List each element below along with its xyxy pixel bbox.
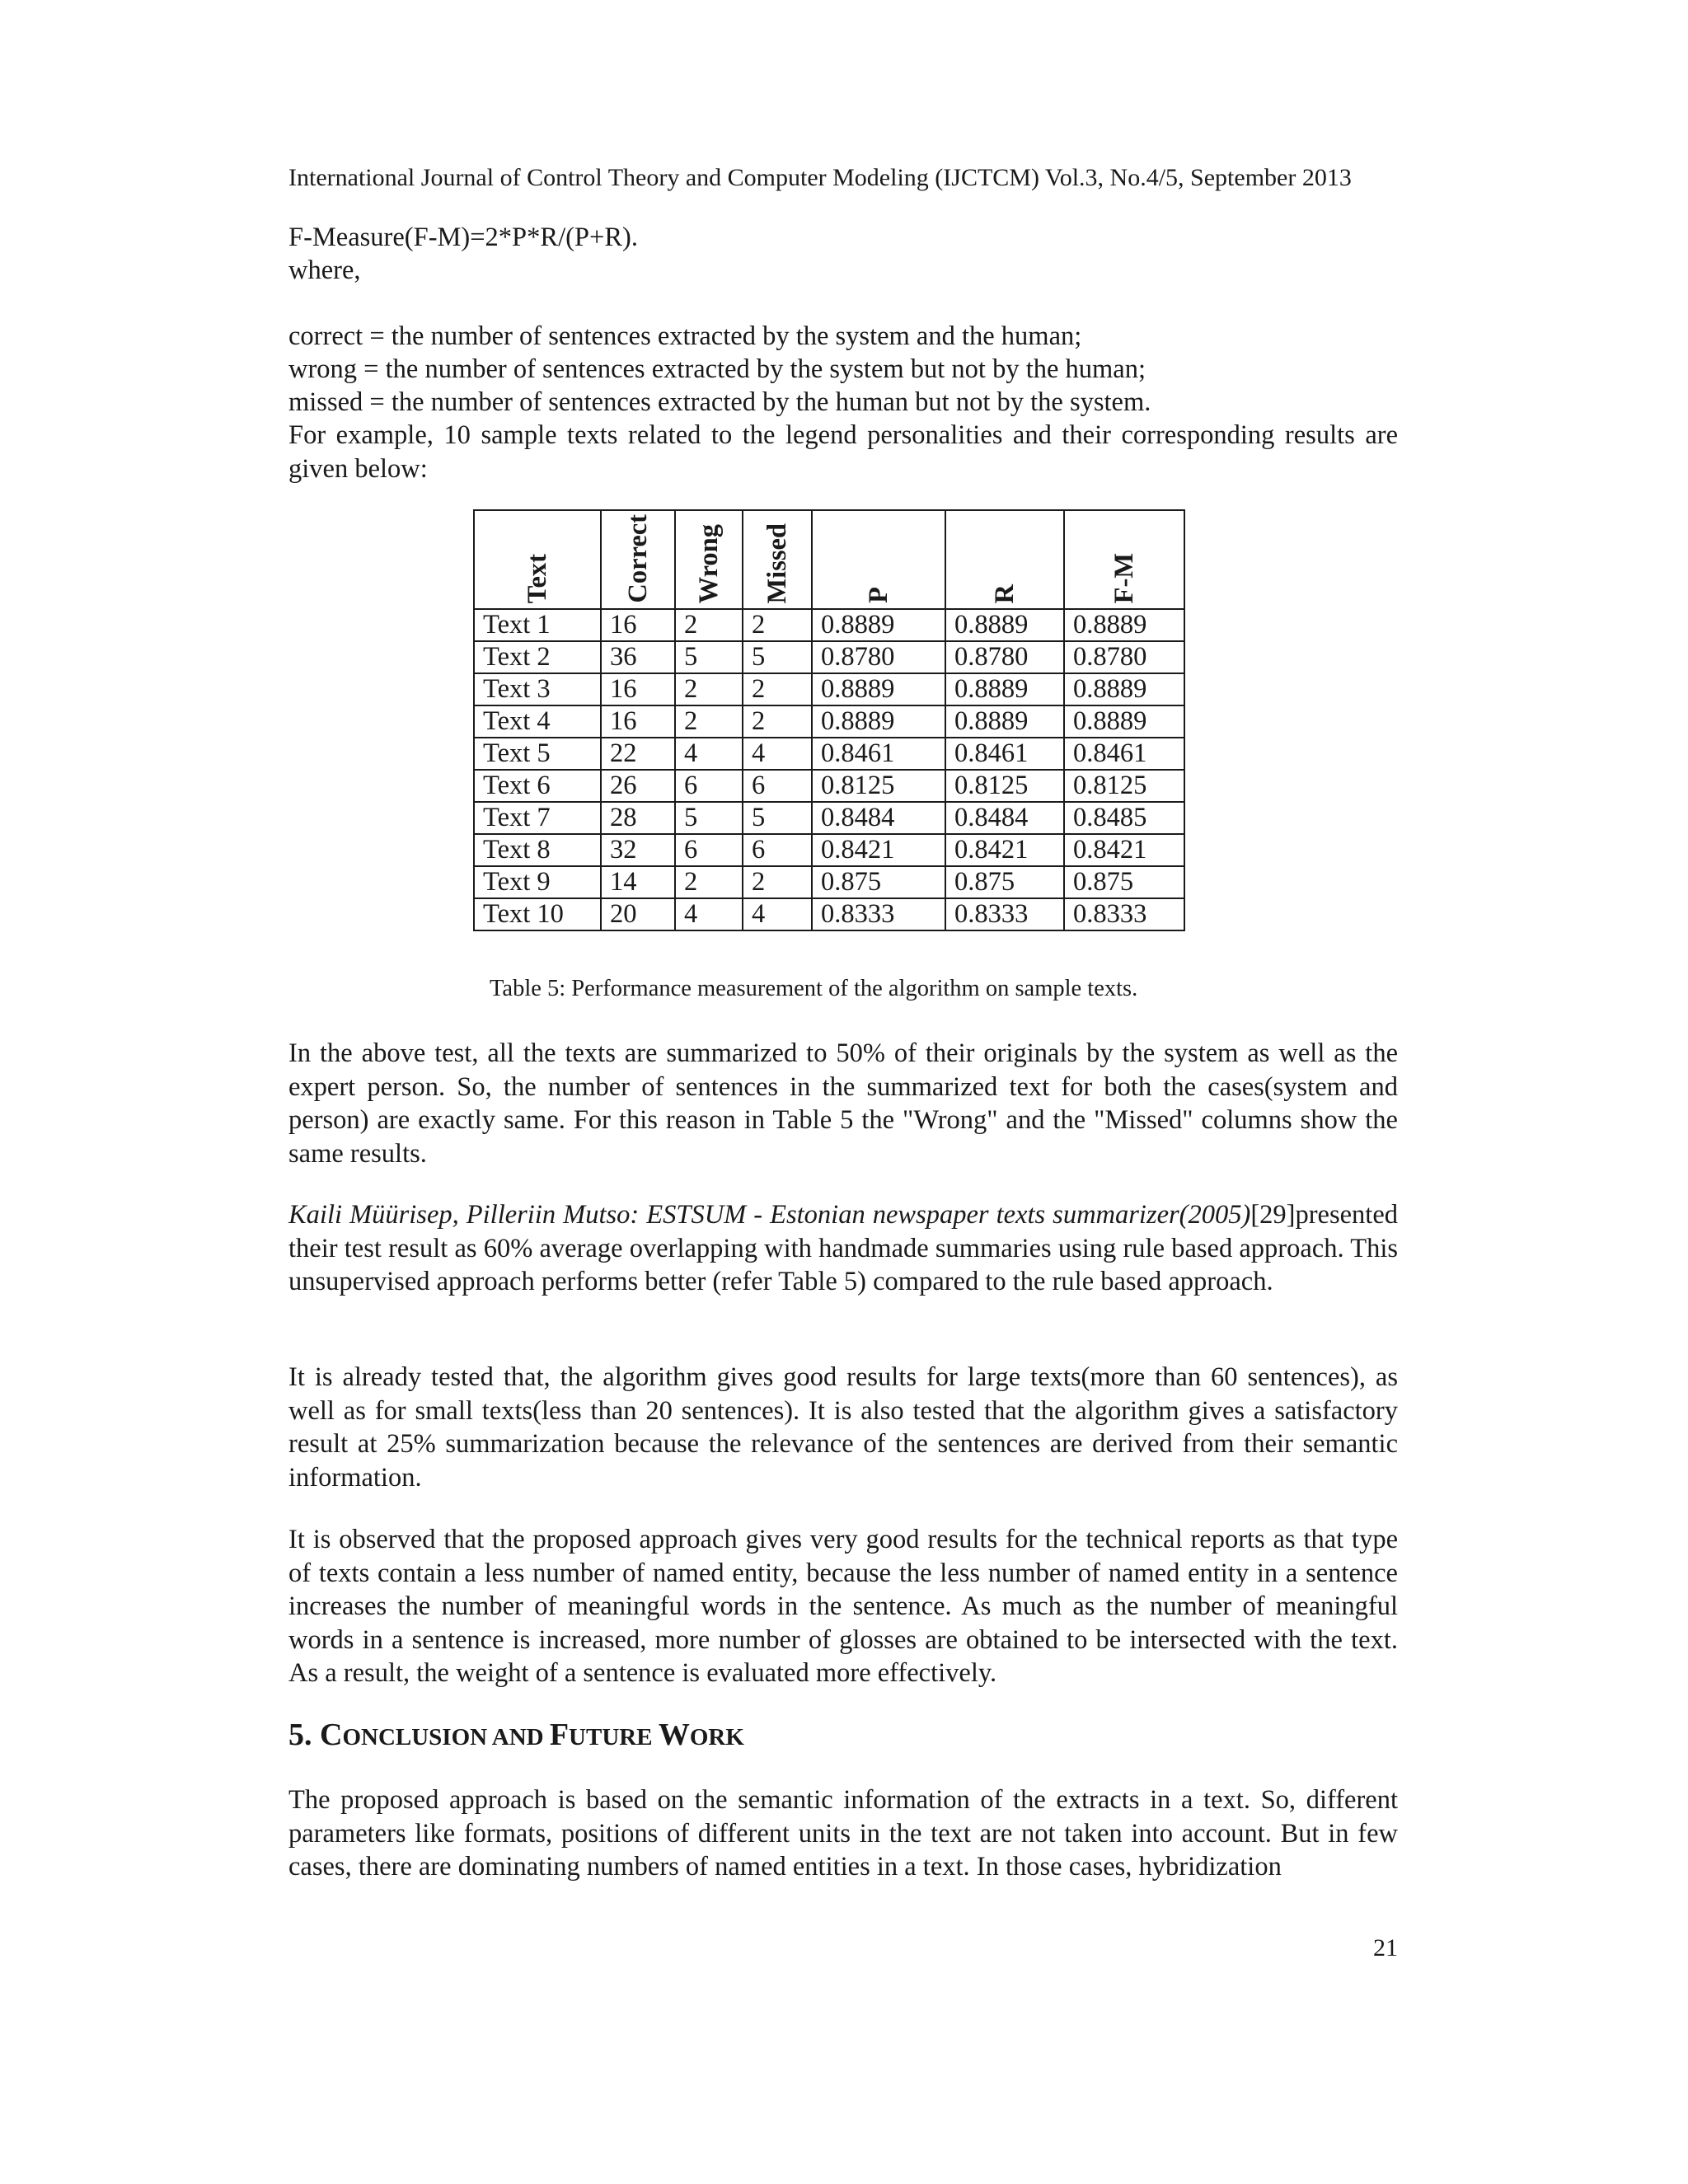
header-cell xyxy=(1064,510,1184,609)
table-cell: 32 xyxy=(601,834,675,866)
table-cell: 0.8780 xyxy=(812,641,945,673)
paragraph-technical-reports: It is observed that the proposed approach gives very good results for the technical reports as that type of texts contain a less number of named entity, because the less number of named entity in a sentence increases the number of meaningful words in the sentence. As much as the number of meaningful words in a sentence is increased, more number of glosses are obtained to be intersected with the text. As a result, the weight of a sentence is evaluated more effectively. xyxy=(288,1525,1398,1688)
table-cell: 0.8125 xyxy=(1064,770,1184,802)
table-cell: 0.8889 xyxy=(1064,673,1184,705)
header-cell xyxy=(743,510,812,609)
table-cell: 2 xyxy=(675,705,743,738)
table-cell: 2 xyxy=(743,609,812,641)
table-cell: 36 xyxy=(601,641,675,673)
definition-correct: correct = the number of sentences extracted by the system and the human; xyxy=(288,321,1082,351)
table-row xyxy=(474,641,1184,673)
table-row xyxy=(474,705,1184,738)
table-cell: 0.875 xyxy=(1064,866,1184,898)
table-caption: Table 5: Performance measurement of the algorithm on sample texts. xyxy=(490,976,1138,1001)
table-row xyxy=(474,609,1184,641)
header-missed: Missed xyxy=(762,523,792,603)
header-cell xyxy=(474,510,601,609)
table-cell: 16 xyxy=(601,705,675,738)
table-cell: 6 xyxy=(743,770,812,802)
table-row xyxy=(474,802,1184,834)
table-cell: 5 xyxy=(743,641,812,673)
table-cell: Text 10 xyxy=(474,898,601,930)
table-cell: 6 xyxy=(675,834,743,866)
table-cell: 0.8125 xyxy=(945,770,1064,802)
table-cell: 6 xyxy=(743,834,812,866)
table-body xyxy=(474,609,1184,930)
table-cell: 0.8889 xyxy=(945,673,1064,705)
table-cell: 0.8421 xyxy=(945,834,1064,866)
table-row xyxy=(474,738,1184,770)
results-table xyxy=(473,509,1185,931)
table-cell: 0.8889 xyxy=(812,609,945,641)
heading-cap: W xyxy=(658,1718,690,1752)
table-cell: Text 1 xyxy=(474,609,601,641)
paragraph-estsum-comparison xyxy=(288,1198,1398,1299)
example-intro: For example, 10 sample texts related to the legend personalities and their corresponding results are given below: xyxy=(288,420,1398,484)
table-cell: 0.8889 xyxy=(945,609,1064,641)
table-cell: 20 xyxy=(601,898,675,930)
table-cell: 0.8889 xyxy=(1064,609,1184,641)
table-cell: 4 xyxy=(743,738,812,770)
table-cell: 26 xyxy=(601,770,675,802)
table-cell: 14 xyxy=(601,866,675,898)
table-cell: 0.8333 xyxy=(945,898,1064,930)
table-cell: Text 4 xyxy=(474,705,601,738)
header-r: R xyxy=(990,583,1020,603)
table-row xyxy=(474,673,1184,705)
table-cell: 2 xyxy=(743,866,812,898)
table-cell: 0.8461 xyxy=(945,738,1064,770)
table-cell: 0.8333 xyxy=(1064,898,1184,930)
table-row xyxy=(474,770,1184,802)
table-cell: 22 xyxy=(601,738,675,770)
table-cell: 16 xyxy=(601,673,675,705)
section-number: 5. xyxy=(288,1718,320,1752)
table-cell: 0.8484 xyxy=(945,802,1064,834)
estsum-comparison-text: [29]presented their test result as 60% average overlapping with handmade summaries using rule based approach. This unsupervised approach performs better (refer Table 5) compared to the rule based approach. xyxy=(288,1200,1398,1296)
table-row xyxy=(474,834,1184,866)
heading-smallcaps: ONCLUSION AND xyxy=(342,1724,550,1750)
table-row xyxy=(474,898,1184,930)
f-measure-formula: F-Measure(F-M)=2*P*R/(P+R). xyxy=(288,223,638,252)
table-cell: 5 xyxy=(743,802,812,834)
header-fm: F-M xyxy=(1109,552,1139,603)
header-cell xyxy=(675,510,743,609)
heading-smallcaps: UTURE xyxy=(569,1724,659,1750)
table-cell: Text 2 xyxy=(474,641,601,673)
table-cell: 2 xyxy=(675,673,743,705)
table-cell: 6 xyxy=(675,770,743,802)
table-header-row xyxy=(474,510,1184,609)
table-cell: 0.8421 xyxy=(812,834,945,866)
paragraph-text-length: It is already tested that, the algorithm gives good results for large texts(more than 60 sentences), as well as for small texts(less than 20 sentences). It is also tested that the algorithm gives a satisfactory result at 25% summarization because the relevance of the sentences are derived from their semantic information. xyxy=(288,1362,1398,1493)
table-cell: Text 9 xyxy=(474,866,601,898)
header-cell xyxy=(945,510,1064,609)
table-cell: 4 xyxy=(675,898,743,930)
table-cell: 0.8780 xyxy=(945,641,1064,673)
table-cell: 0.8333 xyxy=(812,898,945,930)
table-cell: 28 xyxy=(601,802,675,834)
section-heading-conclusion xyxy=(288,1716,744,1756)
table-cell: 0.8461 xyxy=(812,738,945,770)
table-cell: 2 xyxy=(675,866,743,898)
table-cell: 5 xyxy=(675,802,743,834)
table-cell: Text 8 xyxy=(474,834,601,866)
heading-cap: F xyxy=(549,1718,570,1752)
heading-cap: C xyxy=(320,1718,343,1752)
table-cell: 4 xyxy=(743,898,812,930)
table-cell: 0.8125 xyxy=(812,770,945,802)
table-cell: Text 7 xyxy=(474,802,601,834)
estsum-citation: Kaili Müürisep, Pilleriin Mutso: ESTSUM - Estonian newspaper texts summarizer(2005) xyxy=(288,1200,1251,1230)
definition-wrong: wrong = the number of sentences extracted by the system but not by the human; xyxy=(288,354,1146,384)
header-correct: Correct xyxy=(623,514,653,603)
table-cell: 0.875 xyxy=(945,866,1064,898)
table-cell: 2 xyxy=(675,609,743,641)
table-cell: Text 5 xyxy=(474,738,601,770)
table-cell: 0.8780 xyxy=(1064,641,1184,673)
table-cell: 0.8484 xyxy=(812,802,945,834)
table-cell: 0.8889 xyxy=(945,705,1064,738)
table-row xyxy=(474,866,1184,898)
table-cell: 2 xyxy=(743,673,812,705)
where-label: where, xyxy=(288,255,361,285)
header-p: P xyxy=(864,587,893,603)
definition-missed: missed = the number of sentences extracted by the human but not by the system. xyxy=(288,387,1151,417)
header-cell xyxy=(601,510,675,609)
page-number: 21 xyxy=(1373,1934,1398,1961)
table-cell: 0.8889 xyxy=(812,673,945,705)
table-cell: 0.8421 xyxy=(1064,834,1184,866)
table-cell: 5 xyxy=(675,641,743,673)
table-cell: 4 xyxy=(675,738,743,770)
table-cell: 2 xyxy=(743,705,812,738)
table-cell: Text 3 xyxy=(474,673,601,705)
paragraph-conclusion: The proposed approach is based on the semantic information of the extracts in a text. So, different parameters like formats, positions of different units in the text are not taken into account. But in few cases, there are dominating numbers of named entities in a text. In those cases, hybridization xyxy=(288,1785,1398,1882)
table-cell: 0.8461 xyxy=(1064,738,1184,770)
header-cell xyxy=(812,510,945,609)
paragraph-summarization-test: In the above test, all the texts are summarized to 50% of their originals by the system as well as the expert person. So, the number of sentences in the summarized text for both the cases(system and person) are exactly same. For this reason in Table 5 the "Wrong" and the "Missed" columns show the same results. xyxy=(288,1038,1398,1169)
heading-smallcaps: ORK xyxy=(689,1724,744,1750)
table-cell: 0.8889 xyxy=(812,705,945,738)
table-cell: Text 6 xyxy=(474,770,601,802)
table-cell: 0.8485 xyxy=(1064,802,1184,834)
running-header: International Journal of Control Theory and Computer Modeling (IJCTCM) Vol.3, No.4/5, September 2013 xyxy=(288,164,1352,191)
header-wrong: Wrong xyxy=(694,523,724,603)
table-cell: 16 xyxy=(601,609,675,641)
table-cell: 0.875 xyxy=(812,866,945,898)
table-cell: 0.8889 xyxy=(1064,705,1184,738)
header-text: Text xyxy=(523,553,552,603)
